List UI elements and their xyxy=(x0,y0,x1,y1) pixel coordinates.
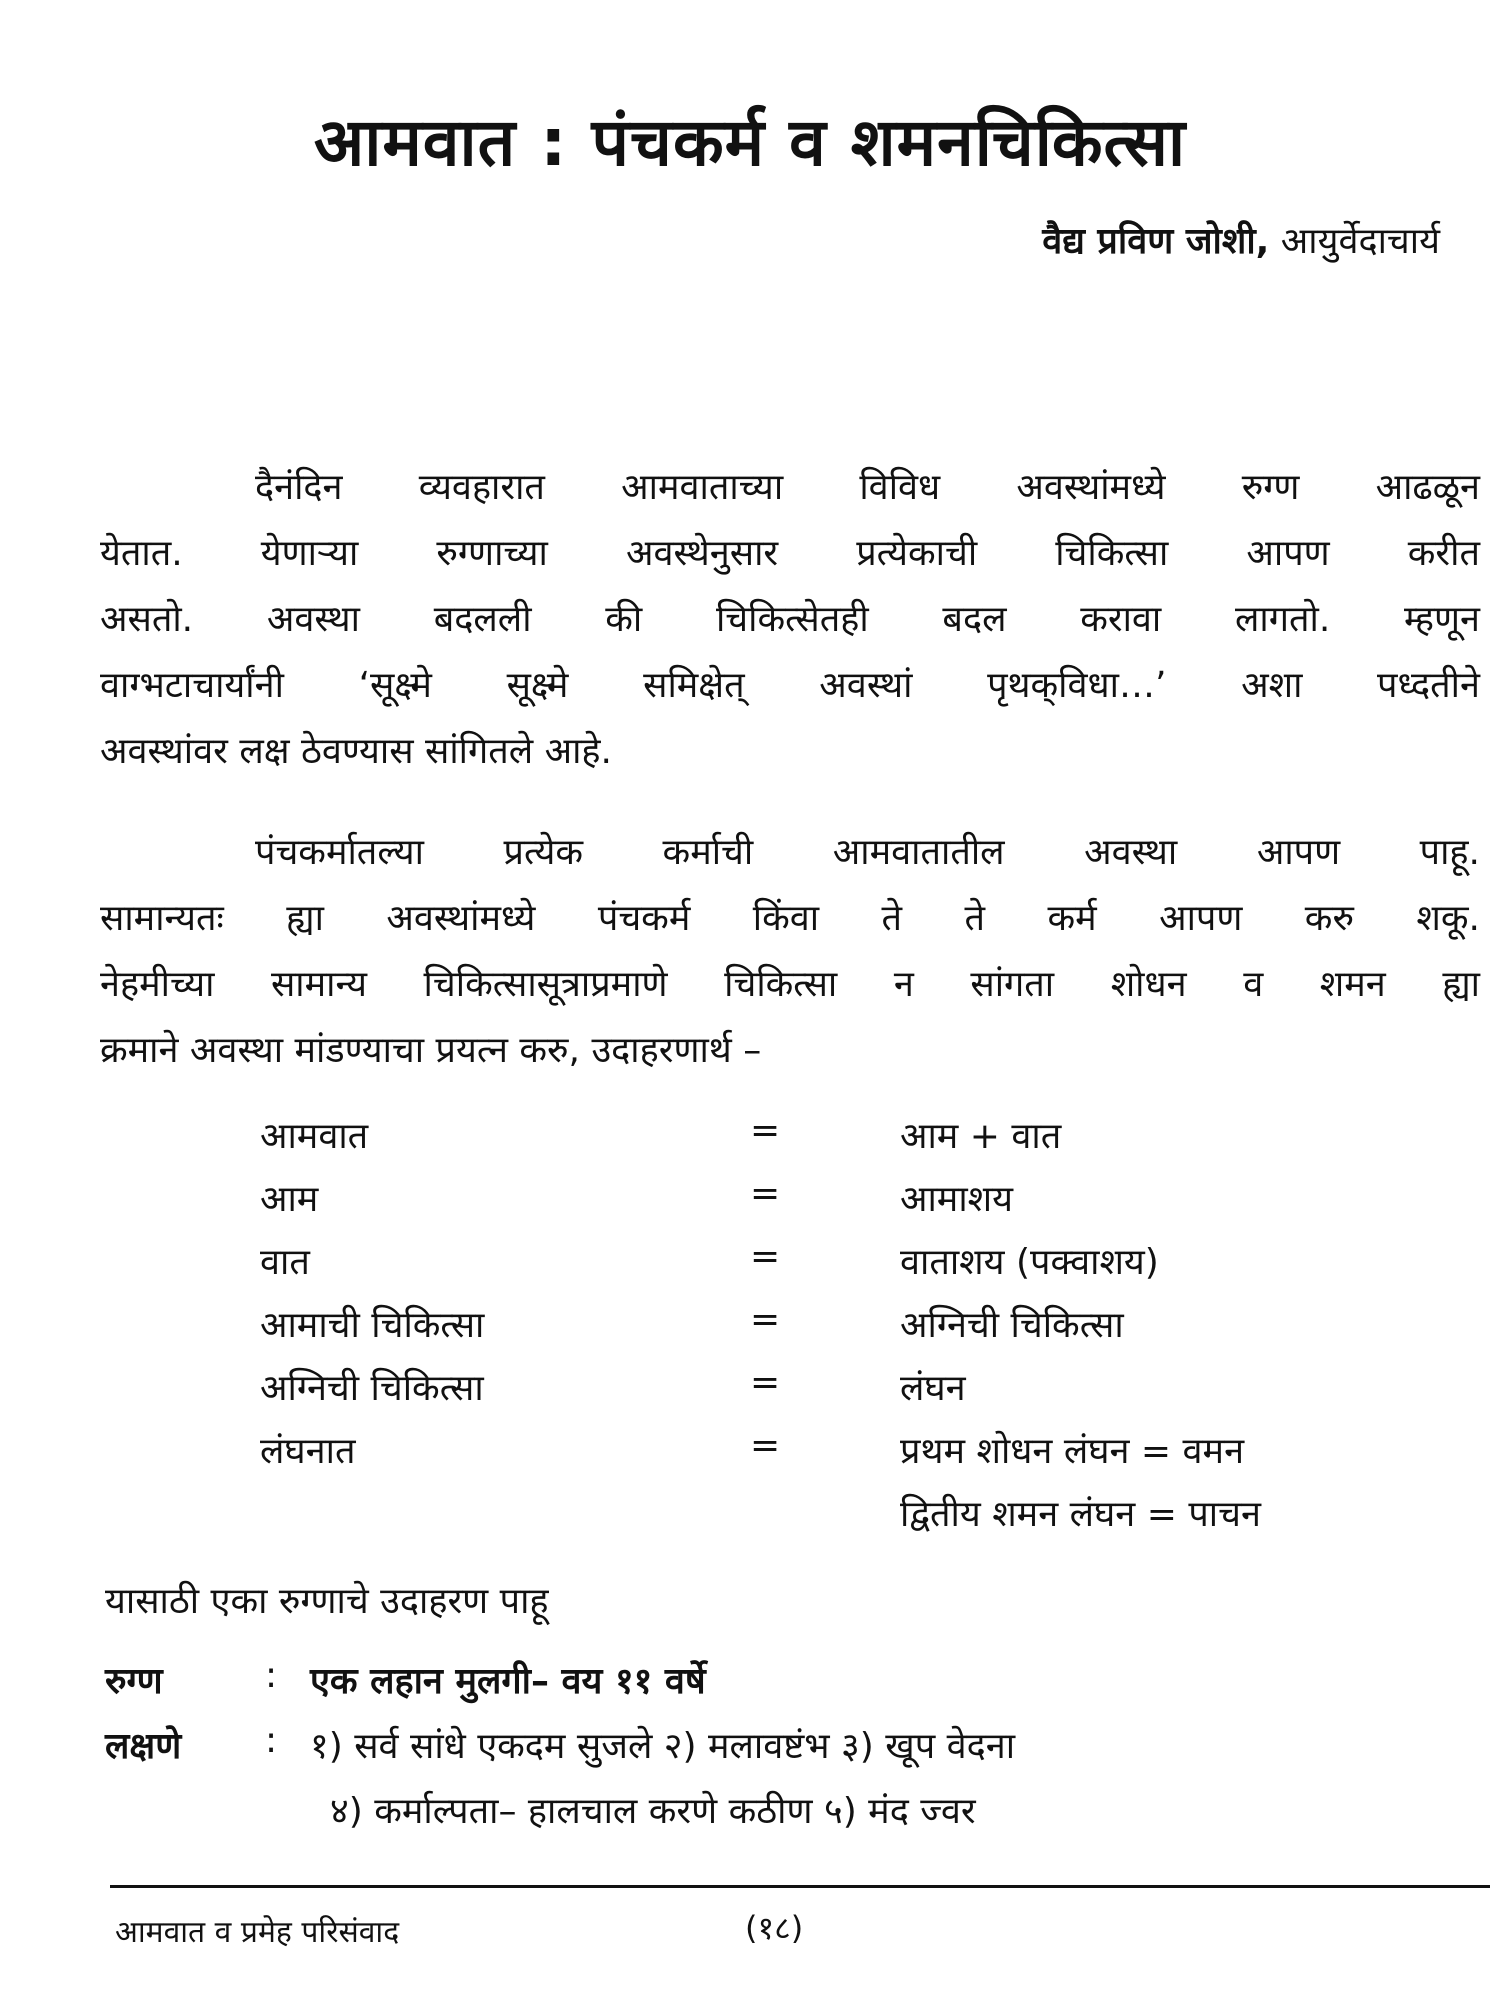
equation-value: आमाशय xyxy=(900,1179,1014,1220)
patient-colon: : xyxy=(265,1655,278,1696)
equation-term: आम xyxy=(260,1179,319,1220)
paragraph-line: नेहमीच्या सामान्य चिकित्सासूत्राप्रमाणे चिकित्सा न सांगता शोधन व शमन ह्या xyxy=(100,964,1480,1005)
symptoms-line: ४) कर्माल्पता– हालचाल करणे कठीण ५) मंद ज्वर xyxy=(330,1791,976,1832)
equals-sign: = xyxy=(750,1299,781,1340)
equation-term: लंघनात xyxy=(260,1431,356,1472)
article-title: आमवात : पंचकर्म व शमनचिकित्सा xyxy=(313,104,1187,181)
paragraph-line: येतात. येणाऱ्या रुग्णाच्या अवस्थेनुसार प्रत्येकाची चिकित्सा आपण करीत xyxy=(100,533,1480,574)
equation-value: लंघन xyxy=(900,1368,966,1409)
author-line xyxy=(1042,215,1440,264)
equation-value: वाताशय (पक्वाशय) xyxy=(900,1242,1159,1283)
paragraph-line: असतो. अवस्था बदलली की चिकित्सेतही बदल करावा लागतो. म्हणून xyxy=(100,599,1480,640)
equals-sign: = xyxy=(750,1425,781,1466)
page-number: (१८) xyxy=(745,1909,804,1947)
patient-value: एक लहान मुलगी– वय ११ वर्षे xyxy=(310,1661,706,1702)
author-designation: आयुर्वेदाचार्य xyxy=(1280,221,1440,262)
symptoms-colon: : xyxy=(265,1720,278,1761)
footer-book-title: आमवात व प्रमेह परिसंवाद xyxy=(115,1915,400,1950)
equals-sign: = xyxy=(750,1173,781,1214)
paragraph-line: क्रमाने अवस्था मांडण्याचा प्रयत्न करु, उदाहरणार्थ – xyxy=(100,1030,762,1071)
equation-term: आमाची चिकित्सा xyxy=(260,1305,485,1346)
paragraph-line: सामान्यतः ह्या अवस्थांमध्ये पंचकर्म किंवा ते ते कर्म आपण करु शकू. xyxy=(100,898,1480,939)
paragraph-panchakarma xyxy=(100,820,1480,1084)
paragraph-line: वाग्भटाचार्यांनी ‘सूक्ष्मे सूक्ष्मे समिक्षेत् अवस्थां पृथक्‌विधा…’ अशा पध्दतीने xyxy=(100,665,1480,706)
equation-term: आमवात xyxy=(260,1116,369,1157)
symptoms-label: लक्षणे xyxy=(105,1726,182,1767)
paragraph-line: दैनंदिन व्यवहारात आमवाताच्या विविध अवस्थांमध्ये रुग्ण आढळून xyxy=(255,467,1480,508)
equation-term: वात xyxy=(260,1242,310,1283)
equals-sign: = xyxy=(750,1110,781,1151)
paragraph-intro xyxy=(100,455,1480,785)
equation-value: प्रथम शोधन लंघन = वमन xyxy=(900,1431,1245,1472)
paragraph-line: पंचकर्मातल्या प्रत्येक कर्माची आमवातातील अवस्था आपण पाहू. xyxy=(255,832,1480,873)
footer-divider xyxy=(110,1885,1490,1888)
paragraph-line: अवस्थांवर लक्ष ठेवण्यास सांगितले आहे. xyxy=(100,731,612,772)
equation-term: अग्निची चिकित्सा xyxy=(260,1368,484,1409)
example-intro: यासाठी एका रुग्णाचे उदाहरण पाहू xyxy=(105,1581,549,1622)
author-name: वैद्य प्रविण जोशी, xyxy=(1042,221,1270,262)
equals-sign: = xyxy=(750,1362,781,1403)
equals-sign: = xyxy=(750,1236,781,1277)
equation-value: द्वितीय शमन लंघन = पाचन xyxy=(900,1494,1261,1535)
patient-label: रुग्ण xyxy=(105,1661,163,1702)
equation-value: आम + वात xyxy=(900,1116,1062,1157)
symptoms-line: १) सर्व सांधे एकदम सुजले २) मलावष्टंभ ३) खूप वेदना xyxy=(310,1726,1016,1767)
equation-value: अग्निची चिकित्सा xyxy=(900,1305,1124,1346)
